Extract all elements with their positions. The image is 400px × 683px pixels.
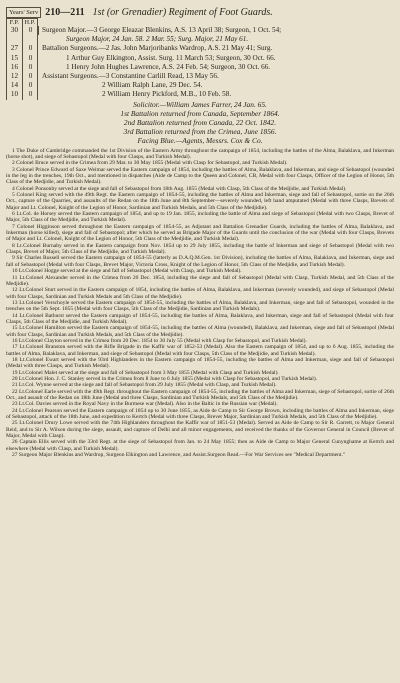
note: 4 Colonel Ponsonby served at the siege and fall of Sebastopol from 18th Aug. 1855 (Medal with Clasp, 5th Class of the Medjidie, and Turkish Medal). xyxy=(12,185,347,192)
staff-roster xyxy=(6,26,394,100)
note: 5 Colonel King served with the 49th Regt. the Eastern campaign of 1854-55, including the battles of Alma and Inkerman, siege and fall of Sebastopol, sortie on the 26th Oct., capture of the Quarries, and assaults of the Redan on the 18th June and 8th September—severely wounded, left hand amputated (Medal with three Clasps, Brevets of Major and Lt. Colonel, Knight of the Legion of Honor, Sardinian and Turkish Medals, and 5th Class of the Medjidie). xyxy=(6,192,394,211)
battalion-return: 1st Battalion returned from Canada, September 1864. xyxy=(120,108,280,118)
fp-value: 27 xyxy=(10,44,19,53)
note: 27 Surgeon Major Blenkins and Wardrop, Surgeon Elkington and Lawrence, and Assist.Surgeon Read.—For War Services see "Medical Department." xyxy=(12,452,346,459)
solicitor: Solicitor.—William James Farrer, 24 Jan. 65. xyxy=(133,99,267,109)
hp-value: 0 xyxy=(28,90,33,99)
note: 19 Lt.Colonel Malet served at the siege and fall of Sebastopol from 3 May 1855 (Medal with Clasp and Turkish Medal). xyxy=(12,369,279,376)
roster-entry: Battalion Surgeons.—2 Jas. John Marjoribanks Wardrop, A.S. 21 May 41; Surg. xyxy=(42,44,273,53)
note: 1 The Duke of Cambridge commanded the 1st Division of the Eastern Army throughout the campaign of 1854, including the battles of the Alma, Balaklava, and Inkerman (horse shot), and siege of Sebastopol (Medal with four Clasps, and Turkish Medal). xyxy=(6,147,394,160)
roster-entry: Surgeon Major, 24 Jan. 58. 2 Mar. 55; Surg. Major, 21 May 61. xyxy=(66,35,249,44)
note: 22 Lt.Colonel Earle served with the 49th Regt. throughout the Eastern campaign of 1854-55, including the battles of Alma and Inkerman, siege of Sebastopol, sortie of 26th Oct., and assault of the Redan on 18th June (Medal and three Clasps, Sardinian and Turkish Medals, and 5th Class of the Medjidie). xyxy=(6,388,394,402)
war-services-notes xyxy=(6,148,394,459)
note: 23 Lt.Col. Davies served in the Royal Navy in the Burmese war (Medal). Also in the Baltic in the Russian war (Medal). xyxy=(12,401,278,408)
note: 7 Colonel Higginson served throughout the Eastern campaign of 1854-55, as Adjutant and Battalion Grenadier Guards, including the battles of Alma, Balaklava, and Inkerman (horse killed), siege and fall of Sebastopol; after which he served as Brigade Major of the Guards until the conclusion of the war (Medal with four Clasps, Brevets of Major and Lt. Colonel, Knight of the Legion of Honor, 5th Class of the Medjidie, and Turkish Medal). xyxy=(6,223,394,243)
fp-value: 12 xyxy=(10,72,19,81)
roster-entry: Surgeon Major.—3 George Eleazar Blenkins, A.S. 13 April 38; Surgeon, 1 Oct. 54; xyxy=(42,26,282,34)
roster-entry: 1 Arthur Guy Elkington, Assist. Surg. 11 March 53; Surgeon, 30 Oct. 66. xyxy=(66,53,276,62)
fp-value: 16 xyxy=(10,62,19,71)
note: 8 Lt.Colonel Burnaby served in the Eastern campaign from Nov. 1854 up to 29 July 1855, including the battle of Inkerman and siege of Sebastopol (Medal with two Clasps, Brevet of Major, 5th Class of the Medjidie, and Turkish Medal). xyxy=(6,242,394,256)
note: 11 Lt.Colonel Alexander served in the Crimea from 20 Dec. 1854, including the siege and fall of Sebastopol (Medal with Clasp, Turkish Medal, and 5th Class of the Medjidie). xyxy=(6,274,394,287)
note: 3 Colonel Prince Edward of Saxe Weimar served the Eastern campaign of 1854, including the battles of Alma, Balaklava, and Inkerman, and siege of Sebastopol (wounded in the leg in the trenches, 19th Oct., and mentioned in dispatches (Aide de Camp to the Queen and Colonel, CB, Medal with four Clasps, Officer of the Legion of Honor, 5th Class of the Medjidie, and Turkish Medal). xyxy=(6,166,394,186)
years-serv-label: Years' Serv xyxy=(6,7,41,18)
fp-value: 10 xyxy=(10,90,19,99)
page-range: 210—211 xyxy=(45,6,85,18)
roster-entry: Assistant Surgeons.—3 Constantine Carlill Read, 13 May 56. xyxy=(42,72,219,81)
hp-value: 0 xyxy=(28,81,33,90)
note: 15 Lt.Colonel Hamilton served the Eastern campaign of 1854-55, including the battles of Alma (wounded), Balaklava, and Inkerman, siege and fall of Sebastopol (Medal with four Clasps, Sardinian and Turkish Medals, and 5th Class of the Medjidie). xyxy=(6,325,394,338)
service-years-column xyxy=(6,26,38,100)
note: 17 Lt.Colonel Branston served with the Rifle Brigade in the Kaffir war of 1852-53 (Medal). Also the Eastern campaign of 1854, and up to 6 Aug. 1855, including the battles of Alma, Balaklava, and Inkerman, and siege of Sebastopol (Medal with four Clasps, 5th Class of the Medjidie, and Turkish Medal). xyxy=(6,344,394,357)
fp-value xyxy=(7,35,22,44)
note: 2 Colonel Bruce served in the Crimea from 29 Mar. to 30 May 1855 (Medal with Clasp for Sebastopol, and Turkish Medal). xyxy=(12,160,288,167)
page-header xyxy=(6,6,394,18)
roster-entry: 1 Henry John Hughes Lawrence, A.S. 24 Feb. 54; Surgeon, 30 Oct. 66. xyxy=(66,62,271,71)
battalion-return: 3rd Battalion returned from the Crimea, June 1856. xyxy=(123,127,277,137)
page-title: 1st (or Grenadier) Regiment of Foot Guards. xyxy=(92,6,273,18)
roster-entries xyxy=(38,26,394,100)
fp-value: 15 xyxy=(10,53,19,62)
note: 14 Lt.Colonel Bathurst served the Eastern campaign of 1854-55, including the battles of Alma, Balaklava, and Inkerman, siege and fall of Sebastopol (Medal with four Clasps, 5th Class of the Medjidie, and Turkish Medal). xyxy=(6,312,394,325)
roster-entry: 2 William Henry Pickford, M.B., 10 Feb. 58. xyxy=(102,90,232,99)
hp-value: 0 xyxy=(28,72,33,81)
note: 20 Lt.Colonel Hon. J. C. Stanley served in the Crimea from 8 June to 6 July 1855 (Medal with Clasp for Sebastopol, and Turkish Medal). xyxy=(12,376,318,383)
note: 26 Captain Ellis served with the 33rd Regt. at the siege of Sebastopol from Jan. to 24 May 1855; then as Aide de Camp to Major General Cunynghame at Kertch and elsewhere (Medal with Clasp, and Turkish Medal). xyxy=(6,439,394,452)
hp-value: 0 xyxy=(28,44,33,53)
facings-agents: Facing Blue.—Agents, Messrs. Cox & Co. xyxy=(137,136,263,146)
note: 9 Sir Charles Russell served the Eastern campaign of 1854-55 (latterly as D.A.Q.M.Gen. 1st Division), including the battles of Alma, Balaklava, and Inkerman, siege and fall of Sebastopol (Medal with four Clasps, Brevet Major, Victoria Cross, Knight of the Legion of Honor, 5th Class of the Medjidie, and Turkish Medal). xyxy=(6,255,394,268)
full-pay-header: F.P. xyxy=(7,19,23,26)
note: 16 Lt.Colonel Clayton served in the Crimea from 20 Dec. 1854 to 30 July 55 (Medal with Clasp for Sebastopol, and Turkish Medal). xyxy=(12,337,307,344)
note: 18 Lt.Colonel Ewart served with the 93rd Highlanders in the Eastern campaign of 1854-55, including the battles of Alma and Inkerman, siege and fall of Sebastopol (Medal with three Clasps, and Turkish Medal). xyxy=(6,356,394,370)
hp-value xyxy=(23,35,38,44)
note: 10 Lt.Colonel Hogge served at the siege and fall of Sebastopol (Medal with Clasp, and Turkish Medal). xyxy=(12,268,242,275)
note: 6 Lt.Col. de Horsey served the Eastern campaign of 1854, and up to 19 Jan. 1855, including the battle of Alma and siege of Sebastopol (Medal with two Clasps, Brevet of Major, 5th Class of the Medjidie, and Turkish Medal). xyxy=(6,211,394,224)
hp-value: 0 xyxy=(23,26,39,35)
pay-header xyxy=(6,18,38,26)
fp-value: 30 xyxy=(7,26,23,35)
roster-entry: 2 William Ralph Lane, 29 Dec. 54. xyxy=(102,81,203,90)
hp-value: 0 xyxy=(28,62,33,71)
note: 21 Lt.Col. Wynne served at the siege and fall of Sebastopol from 29 July 1855 (Medal with Clasp, and Turkish Medal). xyxy=(12,382,277,389)
note: 24 Lt.Colonel Pearson served the Eastern campaign of 1854 up to 30 June 1855, as Aide de Camp to Sir George Brown, including the battles of Alma and Inkerman, siege of Sebastopol, attack of the 18th June, and expedition to Kertch (Medal with three Clasps, Brevet Major, Sardinian and Turkish Medals, and 5th Class of the Medjidie). xyxy=(6,407,394,421)
note: 13 Lt.Colonel Verschoyle served the Eastern campaign of 1854-55, including the battles of Alma, Balaklava, and Inkerman, siege and fall of Sebastopol, wounded in the trenches on the 5th Sept. 1855 (Medal with four Clasps, 5th Class of the Medjidie, Sardinian and Turkish Medals). xyxy=(6,299,394,313)
note: 25 Lt.Colonel Drury Lowe served with the 74th Highlanders throughout the Kaffir war of 1851-53 (Medal). Served as Aide de Camp to Sir R. Garrett, to Major General Reid, and to Sir A. Wilson during the siege, assault, and capture of Delhi and all minor engagements, and received the thanks of the Governor General in Council (Brevet of Major, Medal with Clasp). xyxy=(6,420,394,440)
hp-value: 0 xyxy=(28,53,33,62)
fp-value: 14 xyxy=(10,81,19,90)
note: 12 Lt.Colonel Sturt served in the Eastern campaign of 1854, including the battles of Alma, Balaklava, and Inkerman (severely wounded), and siege of Sebastopol (Medal with four Clasps, Sardinian and Turkish Medals and 5th Class of the Medjidie). xyxy=(6,287,394,300)
half-pay-header: H.P. xyxy=(24,19,36,26)
battalion-return: 2nd Battalion returned from Canada, 22 Oct. 1842. xyxy=(123,118,277,128)
